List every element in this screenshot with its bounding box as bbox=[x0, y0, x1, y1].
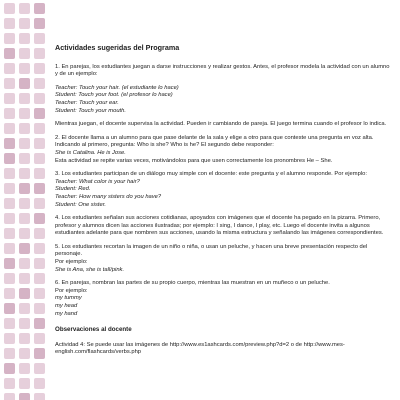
activity-5: 5. Los estudiantes recortan la imagen de un niño o niña, o usan un peluche, y hacen una breve presentación respecto del personaje. bbox=[55, 243, 368, 258]
decorative-square bbox=[19, 123, 30, 134]
decorative-square bbox=[4, 168, 15, 179]
decorative-square-strip bbox=[0, 0, 48, 400]
decorative-square bbox=[34, 348, 45, 359]
dialogue-line: Teacher: Touch your hair. (el estudiante lo hace) bbox=[55, 84, 179, 91]
decorative-square bbox=[34, 378, 45, 389]
decorative-square bbox=[4, 393, 15, 400]
dialogue-line: Student: One sister. bbox=[55, 201, 107, 208]
decorative-square bbox=[4, 153, 15, 164]
decorative-square bbox=[4, 93, 15, 104]
decorative-square bbox=[34, 243, 45, 254]
decorative-square bbox=[34, 108, 45, 119]
decorative-square bbox=[19, 228, 30, 239]
decorative-square bbox=[19, 168, 30, 179]
dialogue-line: my hand bbox=[55, 310, 78, 317]
observations-text: Actividad 4: Se puede usar las imágenes de http://www.es1ashcards.com/preview.php?d=2 o de http://www.mes-english.com/flashcards/verbs.php bbox=[55, 341, 345, 356]
decorative-square bbox=[4, 348, 15, 359]
decorative-square bbox=[34, 393, 45, 400]
decorative-square bbox=[34, 78, 45, 89]
decorative-square bbox=[34, 303, 45, 314]
observations-title: Observaciones al docente bbox=[55, 326, 132, 334]
activity-2: 2. El docente llama a un alumno para que pase delante de la sala y elige a otro para que conteste una pregunta en voz alta. Indicando al primero, pregunta: Who is she? Who is he? El segundo debe responder: bbox=[55, 134, 374, 149]
activity-2-note: Esta actividad se repite varias veces, motivándolos para que usen correctamente los pronombres He – She. bbox=[55, 157, 333, 164]
decorative-square bbox=[4, 273, 15, 284]
decorative-square bbox=[19, 393, 30, 400]
activity-6: 6. En parejas, nombran las partes de su propio cuerpo, mientras las muestran en un muñeco o un peluche. bbox=[55, 280, 330, 287]
dialogue-line: She is Ana, she is tall/pink. bbox=[55, 266, 125, 273]
activity-3-dialogue bbox=[55, 179, 393, 209]
decorative-square bbox=[4, 318, 15, 329]
decorative-square bbox=[34, 168, 45, 179]
decorative-square bbox=[19, 273, 30, 284]
document-body bbox=[55, 44, 393, 363]
decorative-square bbox=[19, 48, 30, 59]
decorative-square bbox=[4, 18, 15, 29]
decorative-square bbox=[19, 138, 30, 149]
decorative-square bbox=[19, 108, 30, 119]
decorative-square bbox=[19, 33, 30, 44]
decorative-square bbox=[19, 258, 30, 269]
activity-6-prompt: Por ejemplo: bbox=[55, 287, 88, 294]
decorative-square bbox=[4, 183, 15, 194]
dialogue-line: Student: Touch your mouth. bbox=[55, 107, 127, 114]
decorative-square bbox=[19, 78, 30, 89]
decorative-square bbox=[34, 153, 45, 164]
decorative-square bbox=[4, 138, 15, 149]
activity-1: 1. En parejas, los estudiantes juegan a darse instrucciones y realizar gestos. Antes, el profesor modela la actividad con un alumno y de un ejemplo: bbox=[55, 63, 390, 78]
decorative-square bbox=[34, 183, 45, 194]
decorative-square bbox=[34, 333, 45, 344]
decorative-square bbox=[19, 378, 30, 389]
decorative-square bbox=[4, 333, 15, 344]
dialogue-line: my head bbox=[55, 303, 78, 310]
decorative-square bbox=[19, 213, 30, 224]
decorative-square bbox=[34, 18, 45, 29]
decorative-square bbox=[4, 63, 15, 74]
decorative-square bbox=[34, 213, 45, 224]
decorative-square bbox=[19, 198, 30, 209]
dialogue-line: Student: Touch your foot. (el profesor lo hace) bbox=[55, 92, 173, 99]
decorative-square bbox=[4, 378, 15, 389]
decorative-square bbox=[4, 213, 15, 224]
decorative-square bbox=[4, 33, 15, 44]
page-title: Actividades sugeridas del Programa bbox=[55, 43, 180, 52]
dialogue-line: Student: Red. bbox=[55, 186, 91, 193]
decorative-square bbox=[19, 288, 30, 299]
decorative-square bbox=[4, 78, 15, 89]
decorative-square bbox=[34, 63, 45, 74]
decorative-square bbox=[19, 183, 30, 194]
decorative-square bbox=[4, 48, 15, 59]
dialogue-line: my tummy bbox=[55, 295, 82, 302]
decorative-square bbox=[4, 3, 15, 14]
decorative-square bbox=[4, 123, 15, 134]
decorative-square bbox=[19, 243, 30, 254]
decorative-square bbox=[34, 93, 45, 104]
activity-1-note: Mientras juegan, el docente supervisa la actividad. Pueden ir cambiando de pareja. El juego termina cuando el profesor lo indica. bbox=[55, 121, 387, 128]
decorative-square bbox=[34, 273, 45, 284]
decorative-square bbox=[19, 318, 30, 329]
decorative-square bbox=[19, 303, 30, 314]
decorative-square bbox=[34, 33, 45, 44]
decorative-square bbox=[4, 243, 15, 254]
activity-1-dialogue bbox=[55, 85, 393, 115]
decorative-square bbox=[19, 18, 30, 29]
decorative-square bbox=[4, 228, 15, 239]
decorative-square bbox=[34, 48, 45, 59]
decorative-square bbox=[19, 333, 30, 344]
dialogue-line: Teacher: What color is your hair? bbox=[55, 178, 140, 185]
decorative-square bbox=[34, 198, 45, 209]
decorative-square bbox=[34, 3, 45, 14]
activity-3: 3. Los estudiantes participan de un diálogo muy simple con el docente: este pregunta y el alumno responde. Por ejemplo: bbox=[55, 171, 367, 178]
decorative-square bbox=[19, 3, 30, 14]
decorative-square bbox=[19, 363, 30, 374]
activity-5-prompt: Por ejemplo: bbox=[55, 259, 88, 266]
decorative-square bbox=[34, 288, 45, 299]
decorative-square bbox=[4, 363, 15, 374]
decorative-square bbox=[34, 138, 45, 149]
decorative-square bbox=[19, 93, 30, 104]
decorative-square bbox=[4, 108, 15, 119]
decorative-square bbox=[19, 348, 30, 359]
decorative-square bbox=[4, 288, 15, 299]
dialogue-line: Teacher: How many sisters do you have? bbox=[55, 193, 162, 200]
decorative-square bbox=[34, 228, 45, 239]
decorative-square bbox=[34, 258, 45, 269]
decorative-square bbox=[34, 318, 45, 329]
activity-4: 4. Los estudiantes señalan sus acciones cotidianas, apoyados con imágenes que el docente ha pegado en la pizarra. Primero, profesor y alumnos dicen las acciones ilustradas; por ejemplo: I sing, I dance, I play, etc. Luego el docente invita a algunos estudiantes adelante para que nombren sus acciones, usando la misma estructura y señalando las imágenes correspondientes. bbox=[55, 215, 384, 237]
decorative-square bbox=[4, 198, 15, 209]
dialogue-line: Teacher: Touch your ear. bbox=[55, 99, 119, 106]
decorative-square bbox=[34, 363, 45, 374]
decorative-square bbox=[4, 258, 15, 269]
decorative-square bbox=[4, 303, 15, 314]
dialogue-line: She is Catalina. He is Jose. bbox=[55, 149, 126, 156]
decorative-square bbox=[34, 123, 45, 134]
decorative-square bbox=[19, 153, 30, 164]
decorative-square bbox=[19, 63, 30, 74]
